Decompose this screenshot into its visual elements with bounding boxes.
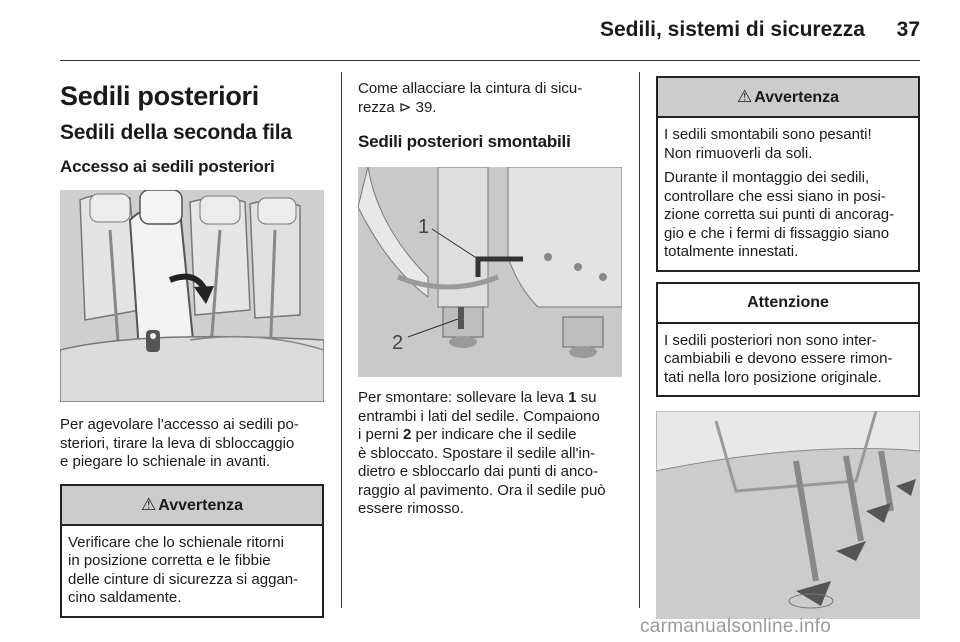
belt-reference-line2: rezza [358,98,399,116]
belt-reference-line1: Come allacciare la cintura di sicu- [358,80,583,97]
column-divider-2 [639,72,640,608]
topic-title: Accesso ai sedili posteriori [60,157,275,176]
callout-2: 2 [392,332,404,354]
subsection-title: Sedili della seconda fila [60,121,292,144]
removal-line3: i perni [358,426,404,443]
removal-line2: entrambi i lati del sedile. Compaiono [358,407,600,425]
removal-line1-end: su [576,389,597,406]
page-number: 37 [896,18,920,41]
removal-ref-2: 2 [403,426,412,443]
removal-line1: Per smontare: sollevare la leva [358,389,569,406]
warning-icon: ⚠ [736,87,753,106]
warning-header [658,78,918,118]
watermark: carmanualsonline.info [640,616,832,637]
seat-access-illustration [60,190,324,402]
callout-1: 1 [418,216,430,238]
warning-icon: ⚠ [140,494,157,514]
section-title: Sedili posteriori [60,81,259,111]
running-header-title: Sedili, sistemi di sicurezza [600,18,865,41]
warning-header [62,486,322,526]
access-instructions: Per agevolare l'accesso ai sedili po- steriori, tirare la leva di sbloccaggio e piegare lo schienale in avanti. [60,416,299,470]
caution-title: Attenzione [658,284,918,324]
column-2 [358,74,622,519]
warning-text-2: Durante il montaggio dei sedili, controllare che essi siano in posi- zione corretta sui punti di ancorag- gio e che i fermi di fissaggio siano totalmente innestati. [664,169,895,260]
warning-body [658,118,918,270]
belt-reference [358,80,622,117]
warning-box-removable [656,76,920,272]
removable-seat-illustration [358,167,622,377]
column-divider-1 [341,72,342,608]
removal-rest: è sbloccato. Spostare il sedile all'in- dietro e sbloccarlo dai punti di anco- raggio al pavimento. Ora il sedile può essere rimosso. [358,444,606,517]
warning-box-seatback [60,484,324,618]
caution-box [656,282,920,398]
removal-line3-end: per indicare che il sedile [411,426,577,443]
warning-text: Verificare che lo schienale ritorni in posizione corretta e le fibbie delle cinture di sicurezza si aggan- cino saldamente. [68,533,299,606]
warning-text-1: I sedili smontabili sono pesanti! Non rimuoverli da soli. [664,126,872,162]
belt-reference-page: 39. [411,98,437,116]
removal-instructions [358,389,622,519]
page-ref-icon: ⊳ [398,98,412,116]
warning-title: Avvertenza [158,496,244,514]
removable-seats-title: Sedili posteriori smontabili [358,132,571,151]
seat-anchors-illustration [656,411,920,619]
warning-title: Avvertenza [754,89,840,106]
column-3 [656,74,920,619]
removal-ref-1: 1 [568,389,577,406]
column-1 [60,74,324,618]
caution-text: I sedili posteriori non sono inter- cambiabili e devono essere rimon- tati nella loro posizione originale. [664,331,893,386]
header-rule [60,60,920,61]
